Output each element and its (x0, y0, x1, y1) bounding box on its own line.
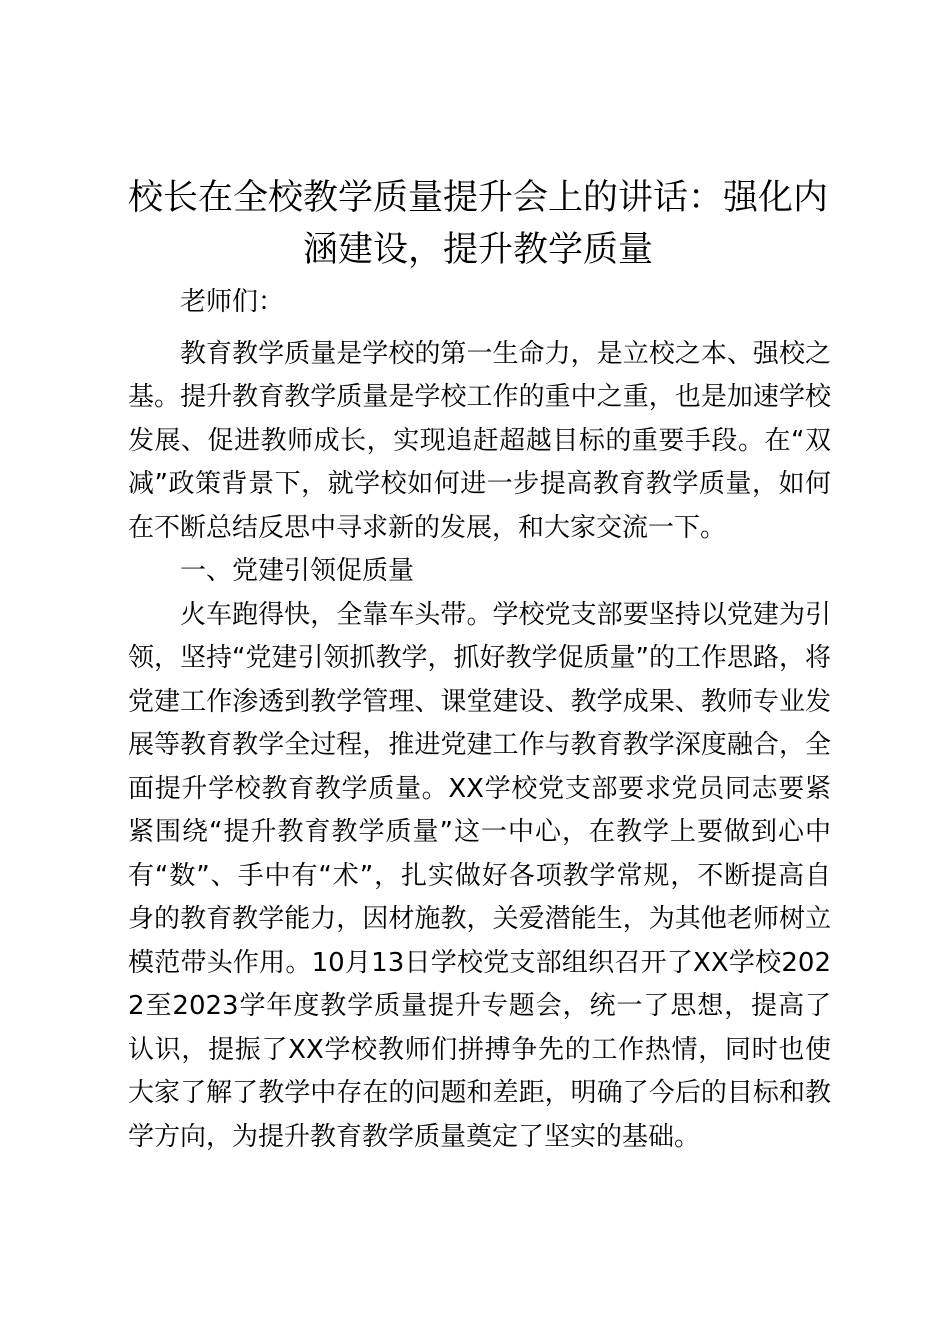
intro-paragraph: 教育教学质量是学校的第一生命力，是立校之本、强校之基。提升教育教学质量是学校工作的重中之重，也是加速学校发展、促进教师成长，实现追赶超越目标的重要手段。在“双减”政策背景下，就学校如何进一步提高教育教学质量，如何在不断总结反思中寻求新的发展，和大家交流一下。 (128, 338, 831, 543)
document-body (128, 281, 831, 1159)
section-paragraph-1: 火车跑得快，全靠车头带。学校党支部要坚持以党建为引领，坚持“党建引领抓教学，抓好教学促质量”的工作思路，将党建工作渗透到教学管理、课堂建设、教学成果、教师专业发展等教育教学全过程，推进党建工作与教育教学深度融合，全面提升学校教育教学质量。XX学校党支部要求党员同志要紧紧围绕“提升教育教学质量”这一中心，在教学上要做到心中有“数”、手中有“术”，扎实做好各项教学常规，不断提高自身的教育教学能力，因材施教，关爱潜能生，为其他老师树立模范带头作用。10月13日学校党支部组织召开了XX学校2022至2023学年度教学质量提升专题会，统一了思想，提高了认识，提振了XX学校教师们拼搏争先的工作热情，同时也使大家了解了教学中存在的问题和差距，明确了今后的目标和教学方向，为提升教育教学质量奠定了坚实的基础。 (128, 599, 831, 1152)
section-heading-1: 一、党建引领促质量 (180, 556, 415, 586)
salutation: 老师们： (180, 287, 285, 317)
document-title: 校长在全校教学质量提升会上的讲话：强化内涵建设，提升教学质量 (127, 178, 828, 270)
